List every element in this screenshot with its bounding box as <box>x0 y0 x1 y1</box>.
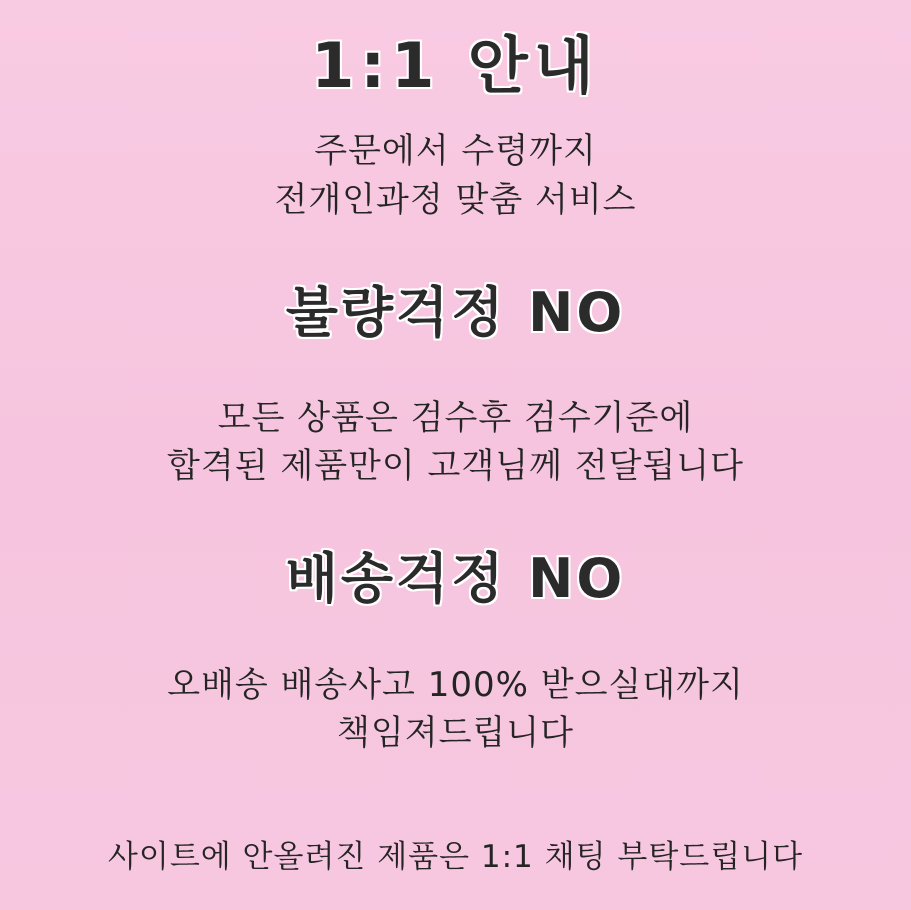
delivery-line-2: 책임져드립니다 <box>337 712 574 753</box>
intro-block <box>274 127 636 224</box>
delivery-block <box>167 661 744 758</box>
footer-note: 사이트에 안올려진 제품은 1:1 채팅 부탁드립니다 <box>107 839 804 875</box>
delivery-section-heading: 배송걱정 NO <box>285 547 626 611</box>
quality-line-1: 모든 상품은 검수후 검수기준에 <box>217 397 694 438</box>
delivery-line-1: 오배송 배송사고 100% 받으실대까지 <box>167 664 744 705</box>
intro-line-2: 전개인과정 맞춤 서비스 <box>274 179 637 220</box>
quality-line-2: 합격된 제품만이 고객님께 전달됩니다 <box>167 446 744 487</box>
quality-block <box>167 394 744 491</box>
page-title: 1:1 안내 <box>311 29 600 102</box>
intro-line-1: 주문에서 수령까지 <box>314 131 597 172</box>
quality-section-heading: 불량걱정 NO <box>285 280 626 344</box>
